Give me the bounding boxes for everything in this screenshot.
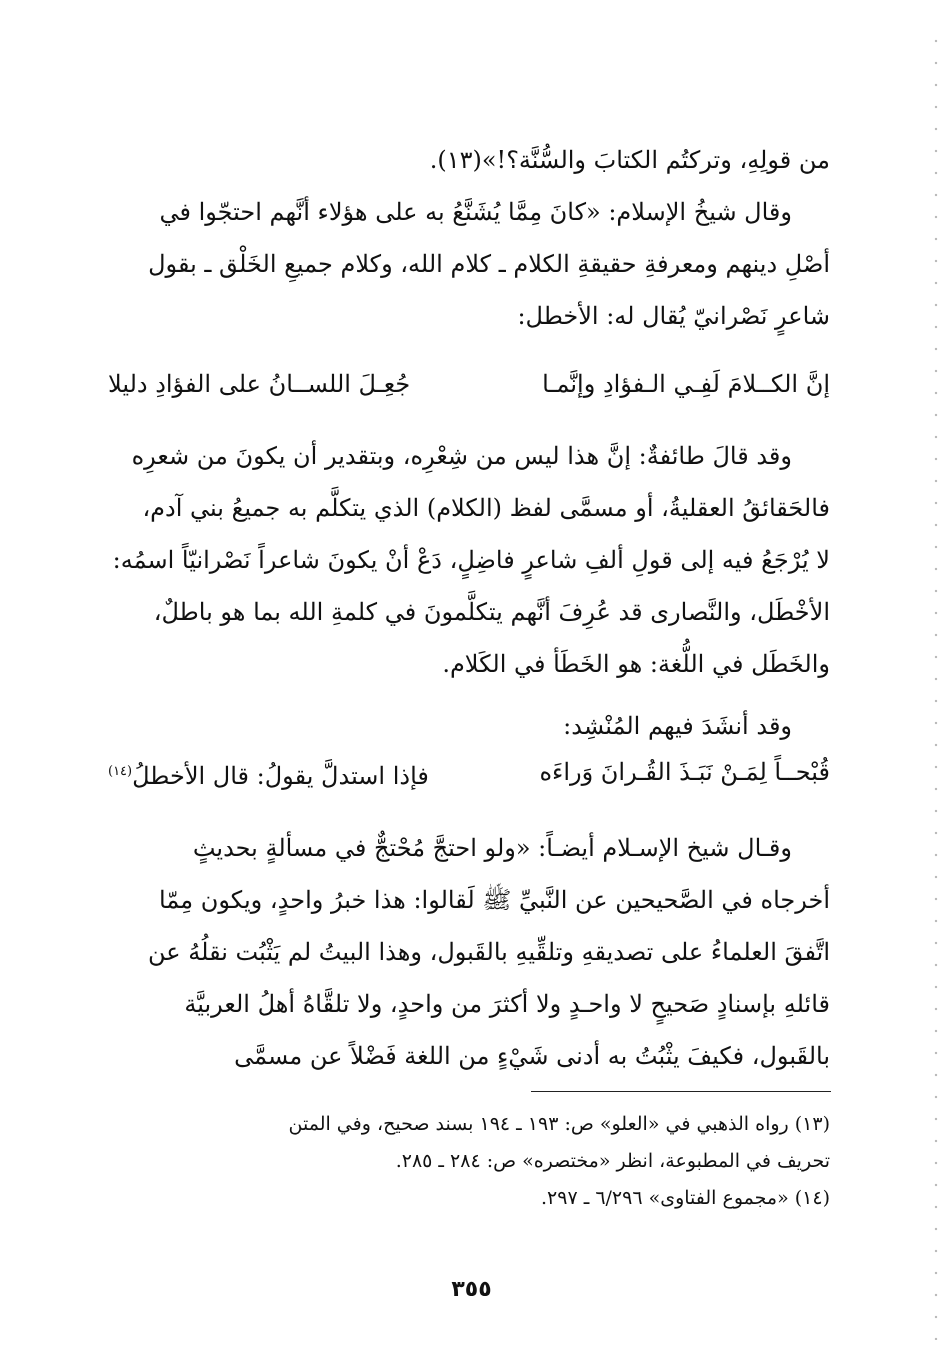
text-line: وقـال شيخ الإسـلام أيضـاً: «ولو احتجَّ مُحْتجٌّ في مسألةٍ بحديثٍ	[192, 834, 792, 862]
text-line: أخرجاه في الصَّحيحين عن النَّبيِّ ﷺ لَقالوا: هذا خبرُ واحدٍ، ويكون مِمّا	[159, 886, 830, 914]
text-line: من قولِهِ، وتركتُم الكتابَ والسُّنَّة؟!»(١٣).	[429, 146, 830, 174]
footnote-13: (١٣) رواه الذهبي في «العلو» ص: ١٩٣ ـ ١٩٤ بسند صحيح، وفي المتن	[288, 1113, 830, 1135]
text-line: وقد قالَ طائفةٌ: إنَّ هذا ليس من شِعْرِه، وبتقدير أن يكونَ من شعرِه	[131, 442, 792, 470]
text-line: وقد أنشَدَ فيهم المُنْشِد:	[563, 712, 792, 740]
footnote-separator	[531, 1091, 831, 1092]
page-number: ٣٥٥	[451, 1277, 492, 1302]
text-line: قائلهِ بإسنادٍ صَحيحٍ لا واحـدٍ ولا أكثرَ من واحدٍ، ولا تلقَّاهُ أهلُ العربيَّة	[184, 990, 830, 1018]
verse-first-hemistich: قُبْحــاً لِمَـنْ نَبَـذَ القُـرانَ وَراءَه	[539, 758, 830, 786]
paragraph-block-1	[108, 134, 830, 342]
footnote-ref-14: (١٤)	[108, 764, 133, 779]
text-line: اتَّفقَ العلماءُ على تصديقهِ وتلقِّيهِ بالقَبول، وهذا البيتُ لم يَثْبُت نقلُهُ عن	[148, 938, 830, 966]
verse-second-text: فإذا استدلَّ يقولُ: قال الأخطلُ	[132, 762, 429, 790]
verse-2	[108, 746, 830, 798]
paragraph-block-3	[108, 822, 830, 1082]
footnote-13-continued: تحريف في المطبوعة، انظر «مختصره» ص: ٢٨٤ ـ ٢٨٥.	[395, 1150, 830, 1172]
text-line: شاعرٍ نَصْرانيّ يُقال له: الأخطل:	[517, 302, 830, 330]
verse-1	[108, 358, 830, 410]
verse-second-hemistich: جُعِـلَ اللســانُ على الفؤادِ دليلا	[108, 370, 411, 398]
text-line: والخَطَل في اللُّغة: هو الخَطَأ في الكَلام.	[442, 650, 830, 678]
scan-edge-dots	[933, 30, 939, 1340]
footnotes	[108, 1106, 830, 1217]
verse-first-hemistich: إنَّ الكــلامَ لَفِـي الـفؤادِ وإنَّمـا	[542, 370, 830, 398]
text-line: وقال شيخُ الإسلام: «كانَ مِمَّا يُشَنَّعُ به على هؤلاء أنَّهم احتجّوا في	[159, 198, 792, 226]
footnote-14: (١٤) «مجموع الفتاوى» ٦/٢٩٦ ـ ٢٩٧.	[540, 1187, 830, 1209]
text-line: فالحَقائقُ العقليةُ، أو مسمَّى لفظ (الكلام) الذي يتكلَّم به جميعُ بني آدم،	[142, 494, 830, 522]
text-line: أصْلِ دينهم ومعرفةِ حقيقةِ الكلام ـ كلام الله، وكلام جميعِ الخَلْق ـ بقول	[148, 250, 830, 278]
text-line: بالقَبول، فكيفَ يثْبُتُ به أدنى شَيْءٍ من اللغة فَضْلاً عن مسمَّى	[234, 1042, 830, 1070]
text-line: الأخْطَل، والنَّصارى قد عُرِفَ أنَّهم يتكلَّمونَ في كلمةِ الله بما هو باطلٌ،	[153, 598, 830, 626]
text-line: لا يُرْجَعُ فيه إلى قولِ ألفِ شاعرٍ فاضِلٍ، دَعْ أنْ يكونَ شاعراً نَصْرانيّاً اسمُه:	[112, 546, 830, 574]
verse-second-hemistich	[108, 746, 429, 802]
paragraph-block-2	[108, 430, 830, 752]
